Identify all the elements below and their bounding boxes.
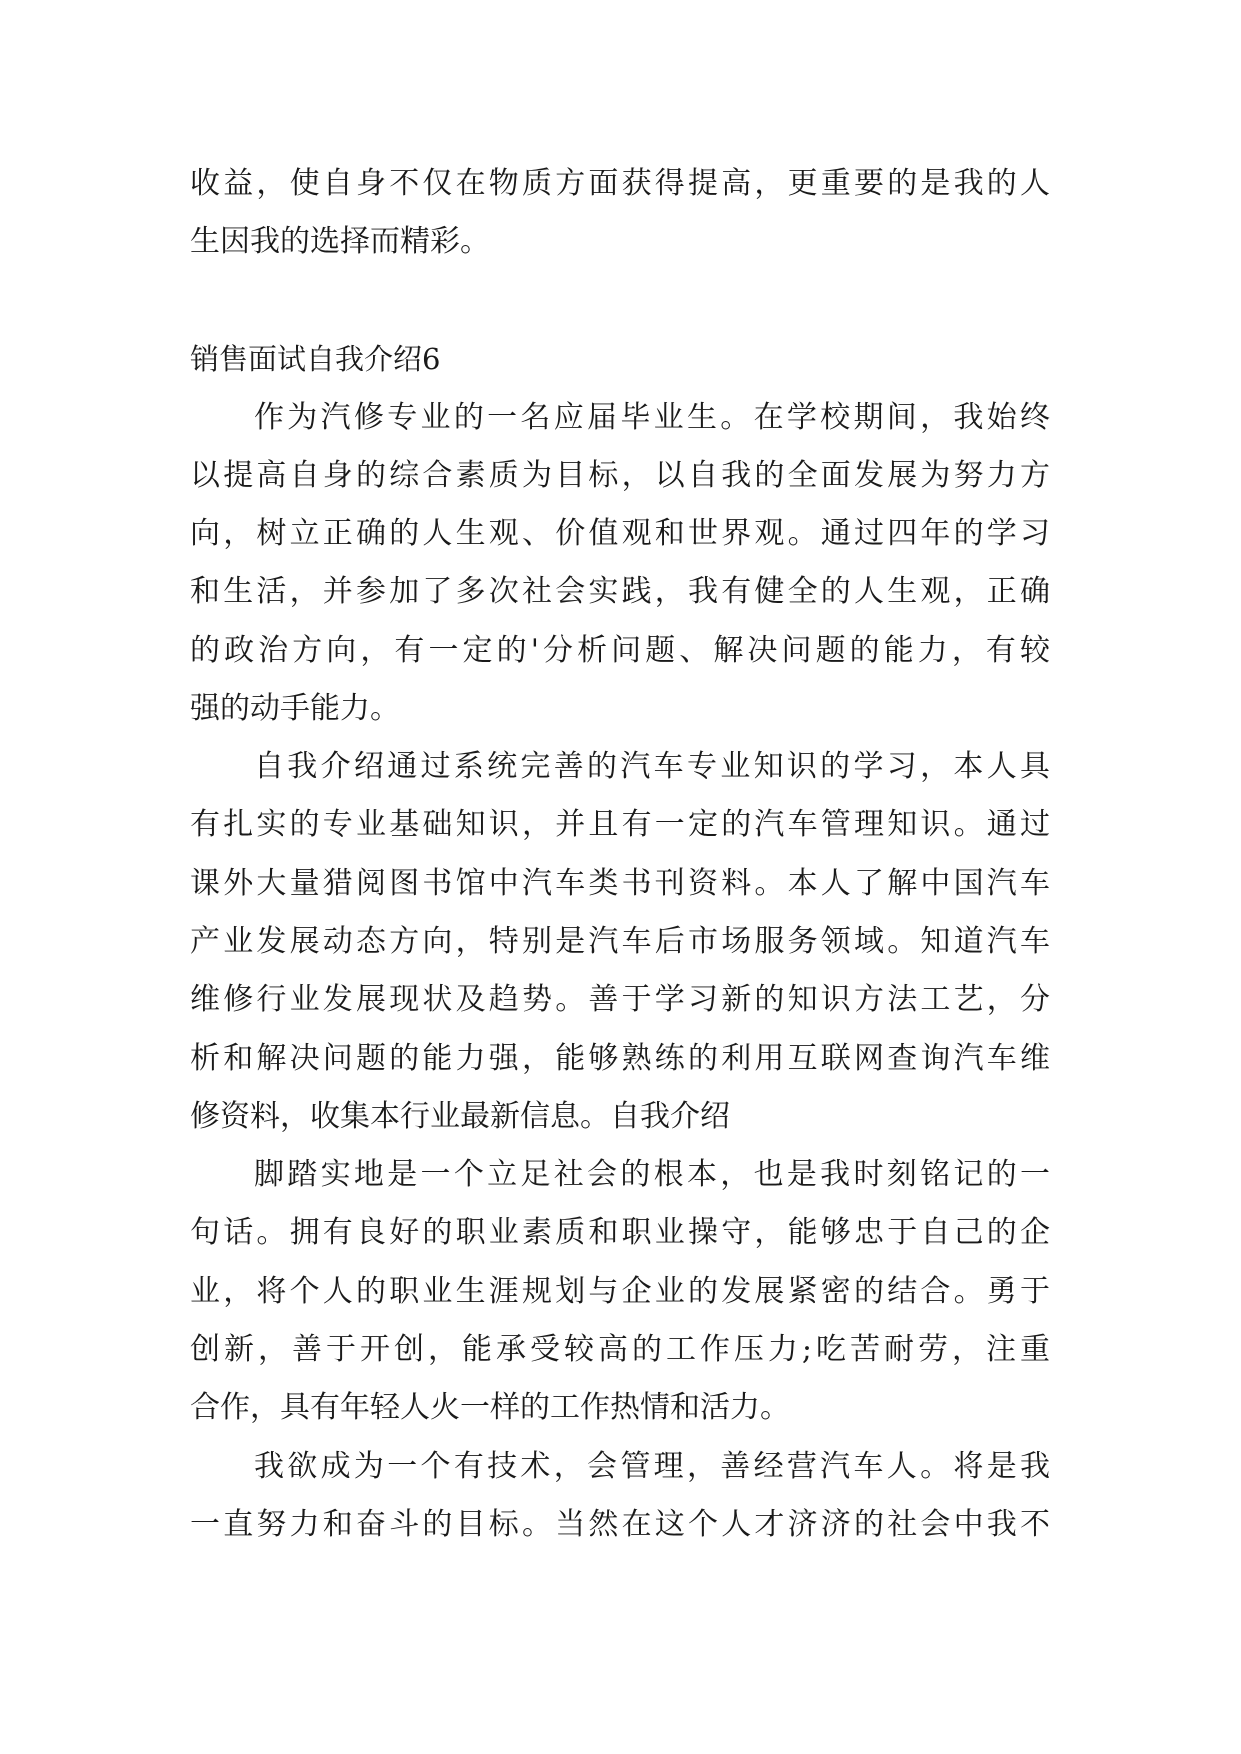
paragraph-line: 向，树立正确的人生观、价值观和世界观。通过四年的学习	[190, 516, 1050, 551]
paragraph-line: 有扎实的专业基础知识，并且有一定的汽车管理知识。通过	[190, 807, 1050, 842]
paragraph-line: 业，将个人的职业生涯规划与企业的发展紧密的结合。勇于	[190, 1274, 1050, 1309]
paragraph-line: 创新，善于开创，能承受较高的工作压力;吃苦耐劳，注重	[190, 1332, 1050, 1367]
paragraph-line: 合作，具有年轻人火一样的工作热情和活力。	[190, 1390, 790, 1425]
paragraph-line: 和生活，并参加了多次社会实践，我有健全的人生观，正确	[190, 574, 1050, 609]
paragraph-line: 产业发展动态方向，特别是汽车后市场服务领域。知道汽车	[190, 924, 1050, 959]
paragraph-line: 一直努力和奋斗的目标。当然在这个人才济济的社会中我不	[190, 1507, 1050, 1542]
continuation-line: 收益，使自身不仅在物质方面获得提高，更重要的是我的人	[190, 166, 1050, 201]
paragraph-line: 句话。拥有良好的职业素质和职业操守，能够忠于自己的企	[190, 1215, 1050, 1250]
paragraph-line: 析和解决问题的能力强，能够熟练的利用互联网查询汽车维	[190, 1041, 1050, 1076]
paragraph-line: 自我介绍通过系统完善的汽车专业知识的学习，本人具	[254, 749, 1050, 784]
paragraph-line: 作为汽修专业的一名应届毕业生。在学校期间，我始终	[254, 400, 1050, 435]
paragraph-line: 我欲成为一个有技术，会管理，善经营汽车人。将是我	[254, 1449, 1050, 1484]
paragraph-line: 修资料，收集本行业最新信息。自我介绍	[190, 1099, 730, 1134]
section-heading: 销售面试自我介绍6	[190, 342, 441, 376]
paragraph-line: 的政治方向，有一定的'分析问题、解决问题的能力，有较	[190, 633, 1050, 668]
paragraph-line: 课外大量猎阅图书馆中汽车类书刊资料。本人了解中国汽车	[190, 866, 1050, 901]
paragraph-line: 以提高自身的综合素质为目标，以自我的全面发展为努力方	[190, 458, 1050, 493]
paragraph-line: 强的动手能力。	[190, 691, 400, 726]
paragraph-line: 维修行业发展现状及趋势。善于学习新的知识方法工艺，分	[190, 982, 1050, 1017]
continuation-line: 生因我的选择而精彩。	[190, 224, 490, 259]
paragraph-line: 脚踏实地是一个立足社会的根本，也是我时刻铭记的一	[254, 1157, 1050, 1192]
